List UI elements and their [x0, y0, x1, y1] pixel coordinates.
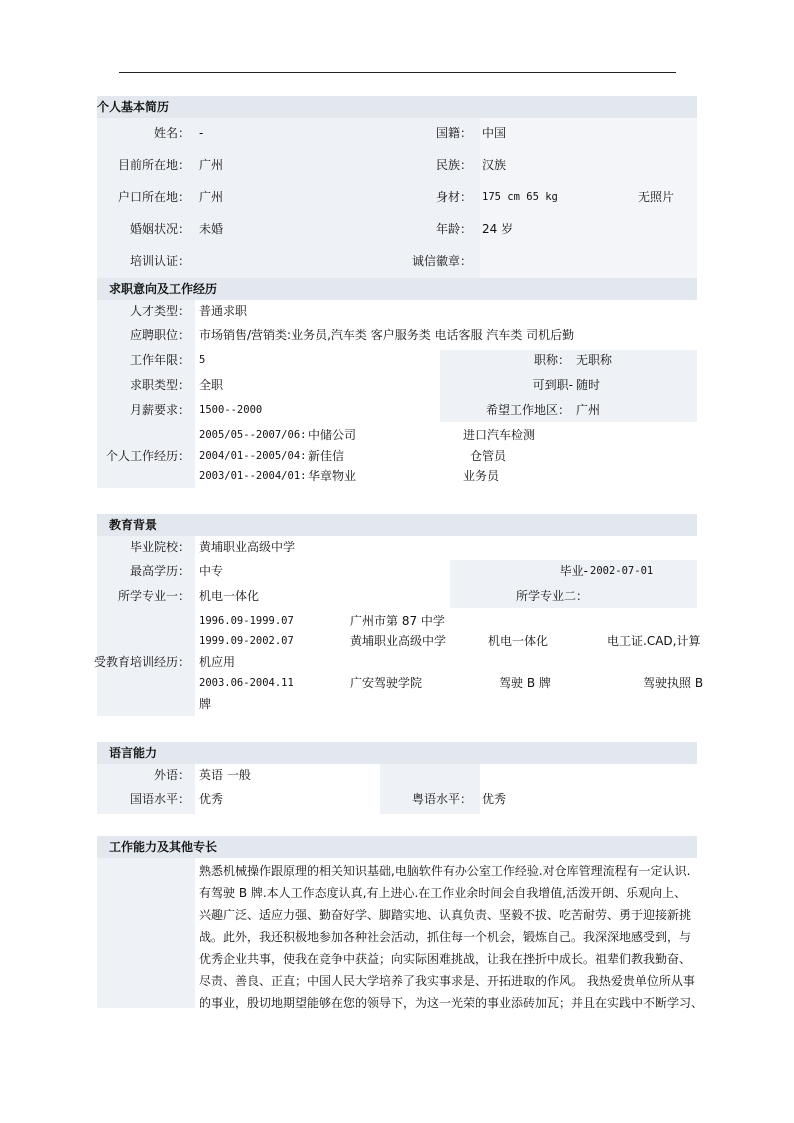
section-language: 语言能力 — [97, 742, 697, 764]
ethnicity-label: 民族： — [435, 158, 472, 172]
history-period: 2005/05--2007/06: — [199, 429, 307, 441]
skills-line: 有驾驶 B 牌.本人工作态度认真,有上进心.在工作业余时间会自我增值,活泼开朗、乐观向上、 — [199, 886, 687, 900]
history-role: 进口汽车检测 — [463, 428, 536, 442]
area-value: 广州 — [576, 403, 601, 417]
training-cert: 电工证.CAD,计算 — [607, 634, 701, 648]
age-label: 年龄： — [435, 222, 472, 236]
school-label: 毕业院校： — [129, 540, 190, 554]
marital-label: 婚姻状况： — [129, 222, 190, 236]
history-company: 中储公司 — [308, 428, 357, 442]
top-rule — [119, 72, 676, 73]
training-wrap-text: 牌 — [199, 697, 212, 711]
cantonese-value: 优秀 — [482, 792, 507, 806]
age-value: 24 岁 — [482, 222, 514, 236]
mandarin-label: 国语水平： — [129, 792, 190, 806]
location-value: 广州 — [199, 158, 224, 172]
nationality-label: 国籍： — [435, 126, 472, 140]
available-value: 随时 — [576, 378, 601, 392]
years-value: 5 — [199, 354, 206, 366]
salary-label: 月薪要求： — [129, 403, 190, 417]
history-role: 业务员 — [463, 469, 500, 483]
type-label: 人才类型： — [129, 304, 190, 318]
training-school: 黄埔职业高级中学 — [350, 634, 447, 648]
training-school: 广安驾驶学院 — [350, 676, 423, 690]
history-period: 2003/01--2004/01: — [199, 470, 307, 482]
grad-label: 毕业- — [559, 564, 588, 578]
rank-label: 职称： — [533, 353, 570, 367]
major1-value: 机电一体化 — [199, 589, 260, 603]
name-label: 姓名： — [153, 126, 190, 140]
location-label: 目前所在地： — [117, 158, 190, 172]
years-label: 工作年限： — [129, 353, 190, 367]
skills-line: 的事业，殷切地期望能够在您的领导下，为这一光荣的事业添砖加瓦；并且在实践中不断学习、 — [199, 996, 704, 1010]
foreign-label: 外语： — [153, 768, 190, 782]
cert-label: 培训认证： — [129, 254, 190, 268]
hukou-value: 广州 — [199, 190, 224, 204]
available-label: 可到职- — [532, 378, 573, 392]
training-major: 驾驶 B 牌 — [499, 676, 551, 690]
section-education: 教育背景 — [97, 514, 697, 536]
skills-line: 战。此外，我还积极地参加各种社会活动，抓住每一个机会，锻炼自己。我深深地感受到，与 — [199, 930, 692, 944]
training-label: 受教育培训经历： — [93, 655, 190, 669]
training-period: 2003.06-2004.11 — [199, 677, 294, 689]
skills-line: 尽责、善良、正直；中国人民大学培养了我实事求是、开拓进取的作风。 我热爱贵单位所从事 — [199, 974, 695, 988]
section-job: 求职意向及工作经历 — [97, 278, 697, 300]
ethnicity-value: 汉族 — [482, 158, 507, 172]
salary-value: 1500--2000 — [199, 404, 263, 416]
body-value: 175 cm 65 kg — [482, 191, 558, 203]
foreign-value: 英语 一般 — [199, 768, 251, 782]
name-value: - — [199, 126, 204, 140]
skills-line: 兴趣广泛、适应力强、勤奋好学、脚踏实地、认真负责、坚毅不拔、吃苦耐劳、勇于迎接新挑 — [199, 908, 692, 922]
major1-label: 所学专业一： — [117, 589, 190, 603]
jobtype-value: 全职 — [199, 378, 224, 392]
training-period: 1999.09-2002.07 — [199, 635, 294, 647]
section-skills: 工作能力及其他专长 — [97, 836, 697, 858]
type-value: 普通求职 — [199, 304, 248, 318]
photo-placeholder: 无照片 — [638, 190, 675, 204]
section-basic-info: 个人基本简历 — [97, 96, 697, 118]
history-company: 新佳信 — [308, 449, 345, 463]
training-major: 机电一体化 — [488, 634, 549, 648]
training-period: 1996.09-1999.07 — [199, 615, 294, 627]
history-role: 仓管员 — [470, 449, 507, 463]
jobtype-label: 求职类型： — [129, 378, 190, 392]
mandarin-value: 优秀 — [199, 792, 224, 806]
position-value: 市场销售/营销类:业务员,汽车类 客户服务类 电话客服 汽车类 司机后勤 — [199, 328, 575, 342]
marital-value: 未婚 — [199, 222, 224, 236]
major2-label: 所学专业二： — [515, 589, 588, 603]
degree-label: 最高学历： — [129, 564, 190, 578]
skills-line: 熟悉机械操作跟原理的相关知识基础,电脑软件有办公室工作经验.对仓库管理流程有一定认识. — [199, 864, 691, 878]
nationality-value: 中国 — [482, 126, 507, 140]
grad-value: 2002-07-01 — [590, 565, 654, 577]
hukou-label: 户口所在地： — [117, 190, 190, 204]
training-wrap-text: 机应用 — [199, 655, 236, 669]
position-label: 应聘职位： — [129, 328, 190, 342]
skills-label-band — [97, 858, 195, 1008]
history-period: 2004/01--2005/04: — [199, 450, 307, 462]
training-cert: 驾驶执照 B — [643, 676, 704, 690]
history-company: 华章物业 — [308, 469, 357, 483]
rank-value: 无职称 — [576, 353, 613, 367]
integrity-label: 诚信徽章： — [411, 254, 472, 268]
skills-line: 优秀企业共事，使我在竞争中获益；向实际困难挑战，让我在挫折中成长。祖辈们教我勤奋、 — [199, 952, 692, 966]
school-value: 黄埔职业高级中学 — [199, 540, 296, 554]
training-school: 广州市第 87 中学 — [350, 614, 445, 628]
area-label: 希望工作地区： — [485, 403, 570, 417]
skills-paragraph — [199, 860, 704, 1014]
history-label: 个人工作经历： — [105, 449, 190, 463]
body-label: 身材： — [435, 190, 472, 204]
degree-value: 中专 — [199, 564, 224, 578]
cantonese-label: 粤语水平： — [411, 792, 472, 806]
